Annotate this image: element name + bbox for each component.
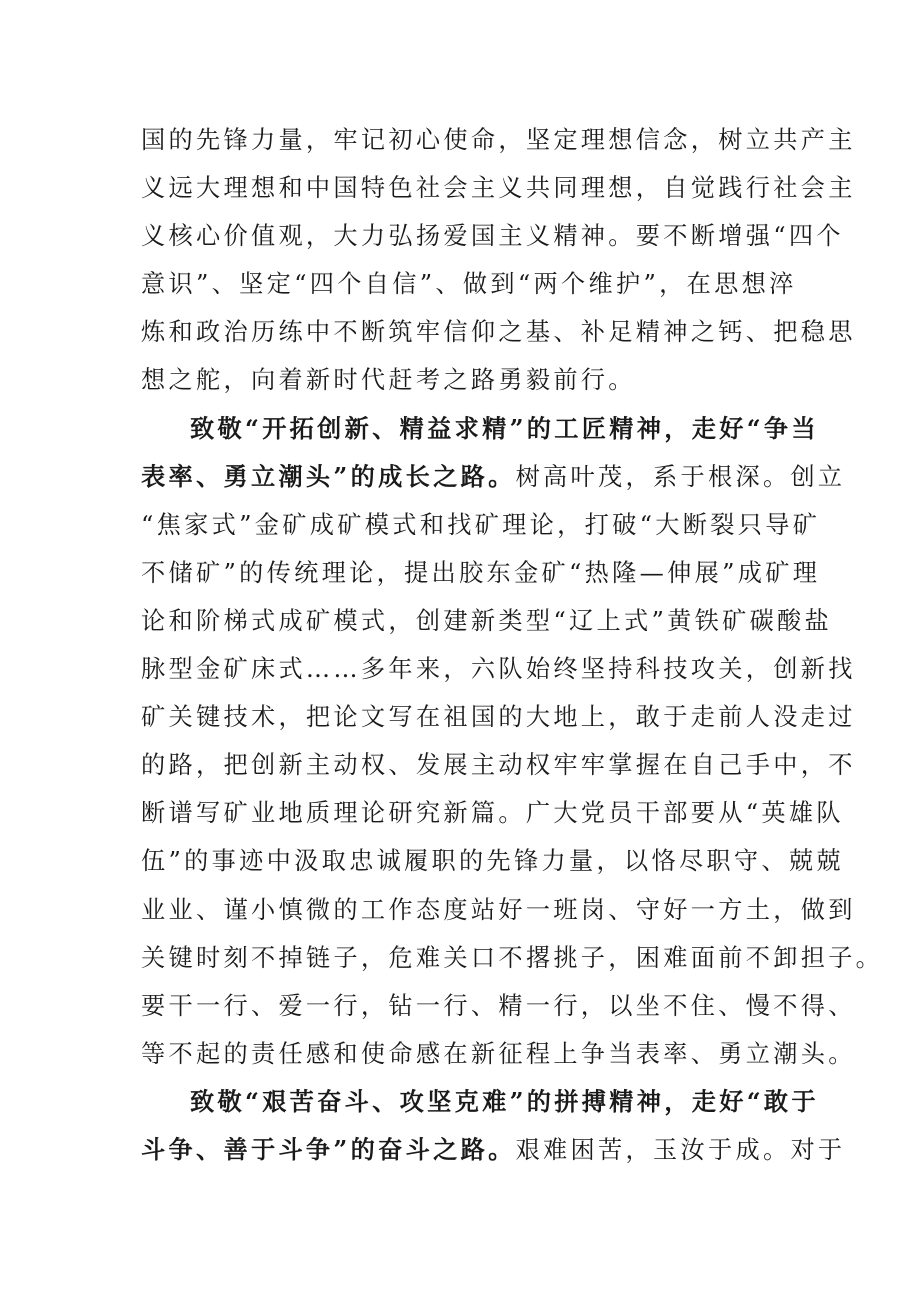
section-heading-tail: 表率、勇立潮头”的成长之路。 (141, 461, 516, 491)
text-line: 等不起的责任感和使命感在新征程上争当表率、勇立潮头。 (141, 1039, 856, 1068)
text-line: 想之舵，向着新时代赶考之路勇毅前行。 (141, 366, 636, 395)
paragraph-1 (141, 116, 856, 405)
text-line: 关键时刻不掉链子，危难关口不撂挑子，困难面前不卸担子。 (141, 943, 884, 972)
text-line: 国的先锋力量，牢记初心使命，坚定理想信念，树立共产主 (141, 126, 856, 154)
text-line: 义远大理想和中国特色社会主义共同理想，自觉践行社会主 (141, 174, 856, 203)
text-line: 要干一行、爱一行，钻一行、精一行，以坐不住、慢不得、 (141, 991, 856, 1020)
text-line: 炼和政治历练中不断筑牢信仰之基、补足精神之钙、把稳思 (141, 318, 856, 347)
text-line: 不储矿”的传统理论，提出胶东金矿“热隆—伸展”成矿理 (141, 558, 821, 587)
text-line: 论和阶梯式成矿模式，创建新类型“辽上式”黄铁矿碳酸盐 (141, 606, 833, 635)
section-heading-line: 致敬“艰苦奋斗、攻坚克难”的拼搏精神，走好“敢于 (190, 1086, 819, 1116)
text-line (141, 1126, 846, 1174)
text-line: 矿关键技术，把论文写在祖国的大地上，敢于走前人没走过 (141, 703, 856, 732)
text-segment: 艰难困苦，玉汝于成。对于 (515, 1135, 846, 1164)
text-line: 伍”的事迹中汲取忠诚履职的先锋力量，以恪尽职守、兢兢 (141, 847, 844, 876)
text-line: 业业、谨小慎微的工作态度站好一班岗、守好一方土，做到 (141, 895, 856, 924)
text-line: 断谱写矿业地质理论研究新篇。广大党员干部要从“英雄队 (141, 799, 844, 828)
paragraph-3 (141, 1078, 846, 1174)
text-line: 义核心价值观，大力弘扬爱国主义精神。要不断增强“四个 (141, 222, 844, 251)
text-line: “焦家式”金矿成矿模式和找矿理论，打破“大断裂只导矿 (141, 510, 821, 539)
section-heading-tail: 斗争、善于斗争”的奋斗之路。 (141, 1134, 516, 1164)
text-line (141, 453, 846, 501)
section-heading-line: 致敬“开拓创新、精益求精”的工匠精神，走好“争当 (190, 413, 819, 443)
text-segment: 树高叶茂，系于根深。创立 (515, 462, 846, 491)
document-body (141, 116, 884, 1174)
text-line: 的路，把创新主动权、发展主动权牢牢掌握在自己手中，不 (141, 751, 856, 780)
paragraph-2 (141, 405, 884, 1078)
text-line: 意识”、坚定“四个自信”、做到“两个维护”，在思想淬 (141, 270, 797, 299)
text-line: 脉型金矿床式……多年来，六队始终坚持科技攻关，创新找 (141, 655, 856, 684)
